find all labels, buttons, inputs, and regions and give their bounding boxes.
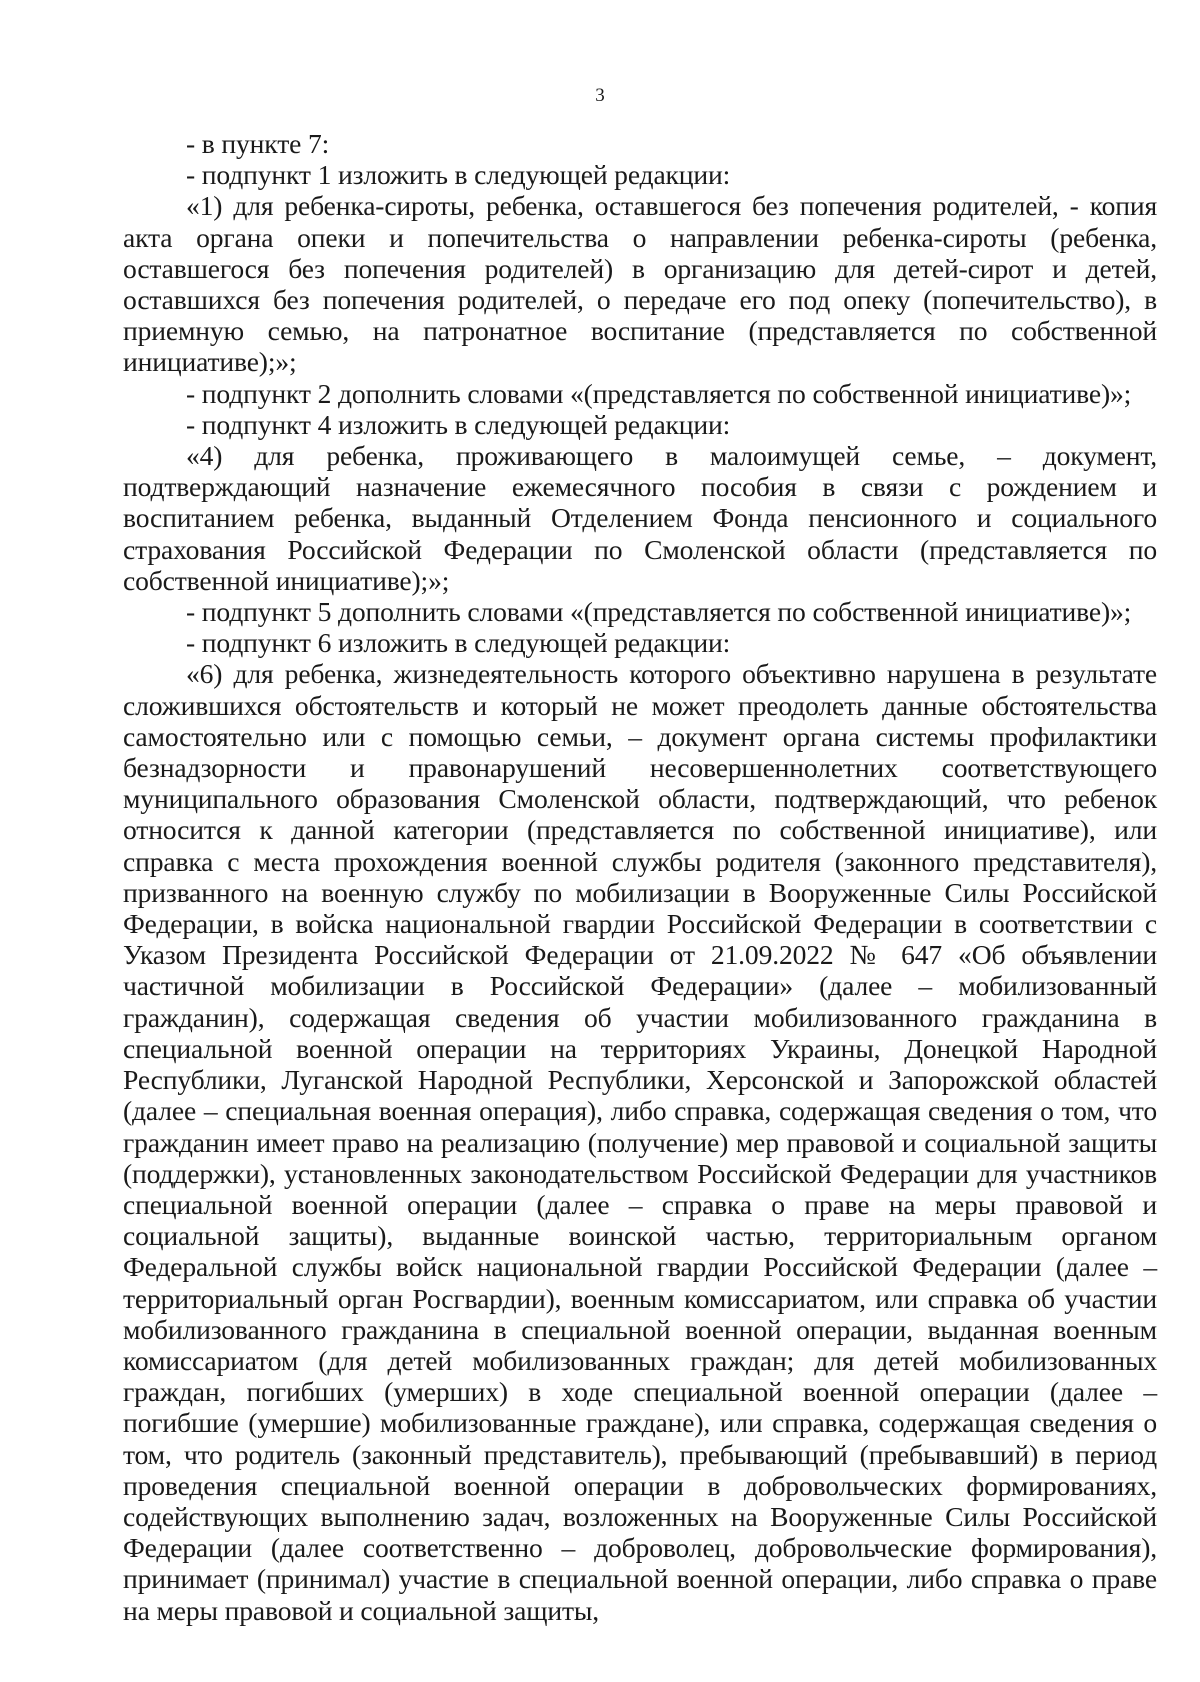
amendment-subpoint-6-instruction: - подпункт 6 изложить в следующей редакции: (186, 627, 731, 659)
amendment-subpoint-2-instruction: - подпункт 2 дополнить словами «(представляется по собственной инициативе)»; (186, 377, 1132, 409)
amendment-subpoint-1-instruction: - подпункт 1 изложить в следующей редакции: (186, 159, 731, 191)
amendment-subpoint-5-instruction: - подпункт 5 дополнить словами «(представляется по собственной инициативе)»; (186, 596, 1132, 628)
amendment-heading-point-7: - в пункте 7: (186, 128, 330, 159)
amendment-subpoint-4-instruction: - подпункт 4 изложить в следующей редакции: (186, 408, 731, 440)
subpoint-1-text: «1) для ребенка-сироты, ребенка, оставшегося без попечения родителей, - копия акта органа опеки и попечительства о направлении ребенка-сироты (ребенка, оставшегося без попечения родителей) в организацию для детей-сирот и детей, оставшихся без попечения родителей, о передаче его под опеку (попечительство), в приемную семью, на патронатное воспитание (представляется по собственной инициативе);»; (123, 190, 1157, 378)
subpoint-6-text: «6) для ребенка, жизнедеятельность которого объективно нарушена в результате сложившихся обстоятельств и который не может преодолеть данные обстоятельства самостоятельно или с помощью семьи, – документ органа системы профилактики безнадзорности и правонарушений несовершеннолетних соответствующего муниципального образования Смоленской области, подтверждающий, что ребенок относится к данной категории (представляется по собственной инициативе), или справка с места прохождения военной службы родителя (законного представителя), призванного на военную службу по мобилизации в Вооруженные Силы Российской Федерации, в войска национальной гвардии Российской Федерации в соответствии с Указом Президента Российской Федерации от 21.09.2022 № 647 «Об объявлении частичной мобилизации в Российской Федерации» (далее – мобилизованный гражданин), содержащая сведения об участии мобилизованного гражданина в специальной военной операции на территориях Украины, Донецкой Народной Республики, Луганской Народной Республики, Херсонской и Запорожской областей (далее – специальная военная операция), либо справка, содержащая сведения о том, что гражданин имеет право на реализацию (получение) мер правовой и социальной защиты (поддержки), установленных законодательством Российской Федерации для участников специальной военной операции (далее – справка о праве на меры правовой и социальной защиты), выданные воинской частью, территориальным органом Федеральной службы войск национальной гвардии Российской Федерации (далее – территориальный орган Росгвардии), военным комиссариатом, или справка об участии мобилизованного гражданина в специальной военной операции, выданная военным комиссариатом (для детей мобилизованных граждан; для детей мобилизованных граждан, погибших (умерших) в ходе специальной военной операции (далее – погибшие (умершие) мобилизованные граждане), или справка, содержащая сведения о том, что родитель (законный представитель), пребывающий (пребывавший) в период проведения специальной военной операции в добровольческих формированиях, содействующих выполнению задач, возложенных на Вооруженные Силы Российской Федерации (далее соответственно – доброволец, добровольческие формирования), принимает (принимал) участие в специальной военной операции, либо справка о праве на меры правовой и социальной защиты, (123, 658, 1157, 1626)
document-body (123, 128, 1157, 1626)
page-number: 3 (595, 85, 605, 106)
subpoint-4-text: «4) для ребенка, проживающего в малоимущей семье, – документ, подтверждающий назначение ежемесячного пособия в связи с рождением и воспитанием ребенка, выданный Отделением Фонда пенсионного и социального страхования Российской Федерации по Смоленской области (представляется по собственной инициативе);»; (123, 440, 1157, 596)
